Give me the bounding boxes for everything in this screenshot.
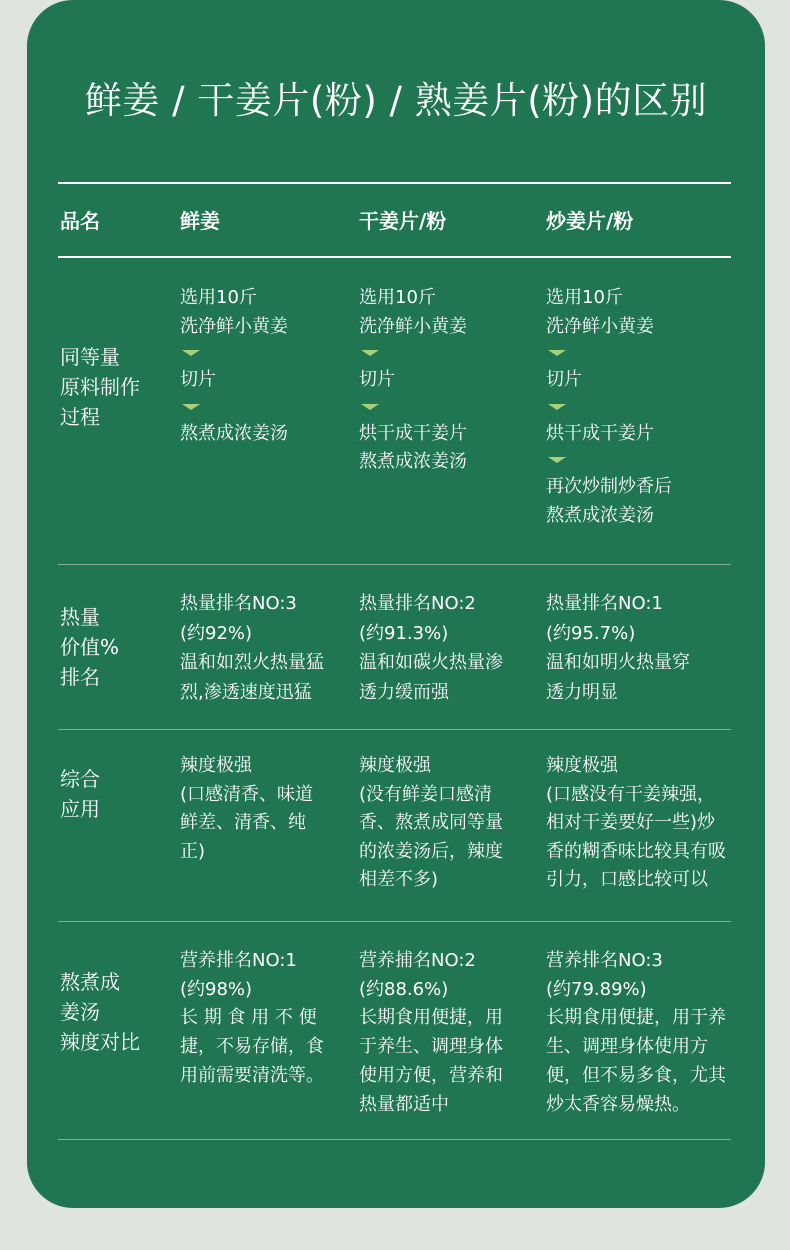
row-label-heat: 热量 价值% 排名	[60, 605, 120, 689]
header-fresh-ginger: 鲜姜	[180, 209, 220, 233]
row-divider	[58, 921, 731, 922]
spicy-dried-ginger: 营养捕名NO:2 (约88.6%) 长期食用便捷，用 于养生、调理身体 使用方便，营养和 热量都适中	[359, 950, 503, 1115]
header-bottom-rule	[58, 256, 731, 258]
down-arrow-icon	[548, 404, 566, 410]
process-dried-ginger: 选用10斤 洗净鲜小黄姜 切片 烘干成干姜片 熬煮成浓姜汤	[359, 287, 467, 472]
header-name: 品名	[60, 209, 100, 233]
process-fried-ginger: 选用10斤 洗净鲜小黄姜 切片 烘干成干姜片 再次炒制炒香后 熬煮成浓姜汤	[546, 287, 672, 526]
usage-dried-ginger: 辣度极强 (没有鲜姜口感清 香、熬煮成同等量 的浓姜汤后，辣度 相差不多)	[359, 755, 503, 890]
row-divider	[58, 564, 731, 565]
row-label-usage: 综合 应用	[60, 767, 100, 821]
spicy-fried-ginger: 营养排名NO:3 (约79.89%) 长期食用便捷，用于养 生、调理身体使用方 便，但不易多食，尤其 炒太香容易燥热。	[546, 950, 726, 1115]
comparison-card	[27, 0, 765, 1208]
down-arrow-icon	[548, 457, 566, 463]
header-dried-ginger: 干姜片/粉	[359, 209, 447, 233]
heat-dried-ginger: 热量排名NO:2 (约91.3%) 温和如碳火热量渗 透力缓而强	[359, 593, 503, 703]
row-divider	[58, 729, 731, 730]
spicy-fresh-ginger: 营养排名NO:1 (约98%) 长 期 食 用 不 便 捷，不易存储，食 用前需要清洗等。	[180, 950, 324, 1086]
page-title: 鲜姜 / 干姜片(粉) / 熟姜片(粉)的区别	[84, 79, 708, 122]
heat-fresh-ginger: 热量排名NO:3 (约92%) 温和如烈火热量猛 烈,渗透速度迅猛	[180, 593, 324, 703]
table-bottom-rule	[58, 1139, 731, 1140]
row-label-process: 同等量 原料制作 过程	[60, 345, 140, 429]
down-arrow-icon	[548, 350, 566, 356]
down-arrow-icon	[182, 404, 200, 410]
down-arrow-icon	[361, 404, 379, 410]
down-arrow-icon	[361, 350, 379, 356]
usage-fresh-ginger: 辣度极强 (口感清香、味道 鲜差、清香、纯 正)	[180, 755, 314, 862]
usage-fried-ginger: 辣度极强 (口感没有干姜辣强， 相对干姜要好一些)炒 香的糊香味比较具有吸 引力，口感比较可以	[546, 755, 726, 890]
process-fresh-ginger: 选用10斤 洗净鲜小黄姜 切片 熬煮成浓姜汤	[180, 287, 288, 444]
header-fried-ginger: 炒姜片/粉	[546, 209, 634, 233]
heat-fried-ginger: 热量排名NO:1 (约95.7%) 温和如明火热量穿 透力明显	[546, 593, 690, 703]
table-top-rule	[58, 182, 731, 184]
down-arrow-icon	[182, 350, 200, 356]
row-label-spicy: 熬煮成 姜汤 辣度对比	[60, 970, 140, 1054]
